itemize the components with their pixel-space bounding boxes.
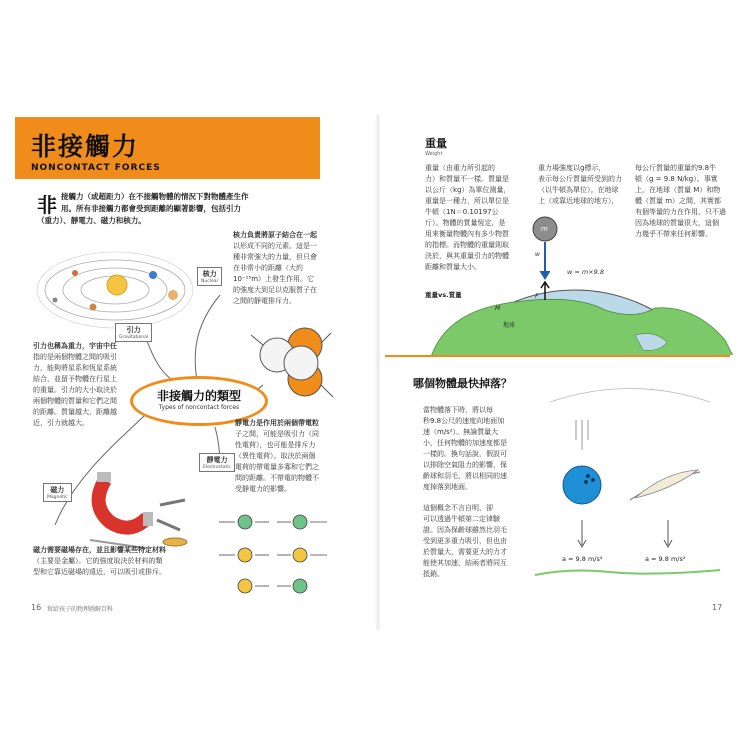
fall-text-line: 受到更多重力吸引，但也由 bbox=[423, 537, 507, 545]
nuclear-label-en: Nuclear bbox=[201, 279, 219, 284]
fall-text-line: 當物體落下時，將以每 bbox=[423, 406, 493, 414]
electrostatic-label-zh: 靜電力 bbox=[206, 456, 228, 464]
types-title-zh: 非接觸力的類型 bbox=[156, 389, 241, 403]
fall-text-line: 小，任何物體的加速度都是 bbox=[423, 439, 507, 447]
nuclear-text-line: 之間的靜電排斥力。 bbox=[233, 297, 296, 305]
nuclear-text-line: 核力負責將原子結合在一起 bbox=[233, 231, 317, 239]
nuclear-text-line: 以形成不同的元素。這是一 bbox=[233, 242, 317, 250]
weight-col2-line: （以牛頓為單位）。在地球 bbox=[538, 186, 619, 194]
fall-text-line: 抵銷。 bbox=[423, 570, 444, 578]
weight-col2-line: 表示每公斤質量所受到的力 bbox=[538, 175, 622, 183]
fall-text-line: 齡球和羽毛，將以相同的速 bbox=[423, 472, 507, 480]
left-footer: 寫給孩子的物理圖解百科 bbox=[47, 606, 114, 613]
gravity-label-zh: 引力 bbox=[126, 326, 141, 334]
weight-col3-line: 頓（g = 9.8 N/kg）。事實 bbox=[635, 175, 718, 183]
fall-text-line: 以排除空氣阻力的影響，保 bbox=[423, 461, 507, 469]
mass-label: m bbox=[541, 225, 548, 233]
weight-col1-line: 以公斤（kg）為單位測量， bbox=[425, 186, 511, 194]
f-label: F bbox=[535, 293, 539, 300]
paragraph-gap bbox=[423, 493, 528, 503]
magnetic-label-zh: 磁力 bbox=[50, 486, 65, 494]
weight-col3-line: 每公斤質量的重量約9.8牛 bbox=[635, 164, 717, 172]
weight-col3-line: 因為地球的質量很大，這個 bbox=[635, 219, 719, 227]
weight-col1-line: 牛頓（1N＝0.10197公 bbox=[425, 208, 499, 216]
intro-line-3: （重力）、靜電力、磁力和核力。 bbox=[37, 216, 146, 225]
gravity-text-line: 結合，並留予物體在行星上 bbox=[33, 375, 117, 383]
gravity-text-line: 的重量。引力的大小取決於 bbox=[33, 386, 117, 394]
magnetic-label bbox=[43, 483, 72, 502]
weight-vs-mass-label: 重量vs.質量 bbox=[425, 291, 462, 299]
weight-col1-line: 決於，與其重量引力的物體 bbox=[425, 252, 509, 260]
gravity-text-line: 的距離。質量越大，距離越 bbox=[33, 408, 117, 416]
nuclear-description bbox=[233, 230, 361, 307]
types-title-en: Types of noncontact forces bbox=[158, 404, 240, 411]
book-spread bbox=[15, 115, 735, 630]
falling-objects-illustration bbox=[530, 380, 730, 580]
electrostatic-label-en: Electrostatic bbox=[203, 465, 231, 470]
weight-col3-line: 體（質量 m）之間，其實都 bbox=[635, 197, 722, 205]
weight-col1-line: 的指標。而物體的重量則取 bbox=[425, 241, 509, 249]
fall-text-line: 於質量大，需要更大的力才 bbox=[423, 548, 507, 556]
accel-right-label: a = 9.8 m/s² bbox=[645, 555, 686, 563]
electrostatic-text-line: 性電荷），也可能是排斥力 bbox=[235, 441, 316, 449]
nuclear-label-zh: 核力 bbox=[202, 270, 217, 278]
weight-col1-line: 重量是一種力，所以單位是 bbox=[425, 197, 509, 205]
intro-drop-cap: 非 bbox=[37, 193, 57, 217]
book-gutter bbox=[375, 115, 381, 630]
gravity-label-en: Gravitational bbox=[119, 335, 149, 340]
magnetic-text-line: （主要是金屬）。它的強度取決於材料的類 bbox=[33, 557, 163, 565]
fall-text-line: 速（m/s²）。無論質量大 bbox=[423, 428, 499, 436]
w-label: w bbox=[535, 251, 540, 258]
gravity-text-line: 近，引力就越大。 bbox=[33, 419, 89, 427]
gravity-description bbox=[33, 341, 145, 429]
left-page-number: 16 bbox=[31, 603, 42, 612]
magnetic-label-en: Magnetic bbox=[47, 495, 68, 500]
electrostatic-text-line: 子之間，可能是吸引力（同 bbox=[235, 430, 319, 438]
nuclear-text-line: 種非常強大的力量，但只會 bbox=[233, 253, 317, 261]
electrostatic-text-line: 電荷的帶電量多寡和它們之 bbox=[235, 463, 319, 471]
intro-line-1: 接觸力（或超距力）在不接觸物體的情況下對物體產生作 bbox=[61, 192, 249, 201]
electrostatic-text-line: 靜電力是作用於兩個帶電粒 bbox=[235, 419, 319, 427]
page-subtitle: NONCONTACT FORCES bbox=[31, 163, 161, 173]
earth-label: 地球 bbox=[503, 322, 516, 329]
fall-text-line: 一樣的。換句話說，假設可 bbox=[423, 450, 507, 458]
gravity-text-line: 指的是兩個物體之間的吸引 bbox=[33, 353, 117, 361]
nuclear-text-line: 的強度大到足以克服質子在 bbox=[233, 286, 317, 294]
electrostatic-text-line: 間的距離。不帶電的物體不 bbox=[235, 474, 319, 482]
gravity-text-line: 兩個物體的質量和它們之間 bbox=[33, 397, 117, 405]
weight-column-2 bbox=[538, 163, 630, 207]
fall-text-line: 秒9.8公尺的速度向地面加 bbox=[423, 417, 505, 425]
gravity-label bbox=[115, 323, 152, 342]
formula-label: w = m×9.8 bbox=[567, 268, 605, 276]
nuclear-text-line: 在非常小的距離（大約 bbox=[233, 264, 303, 272]
fall-text-line: 這個概念不言自明，卻 bbox=[423, 504, 493, 512]
fall-text-line: 度掉落到地面。 bbox=[423, 483, 472, 491]
weight-column-3 bbox=[635, 163, 733, 240]
electrostatic-label bbox=[199, 453, 235, 472]
weight-col3-line: 上，在地球（質量 M）和物 bbox=[635, 186, 721, 194]
nuclear-text-line: 10⁻¹⁵m）上發生作用。它 bbox=[233, 275, 315, 283]
nuclear-label bbox=[197, 267, 222, 286]
weight-col1-line: 斤）。物體的質量恆定，是 bbox=[425, 219, 506, 227]
magnetic-description bbox=[33, 545, 218, 578]
weight-title: 重量 bbox=[425, 137, 447, 150]
fall-description bbox=[423, 405, 528, 580]
gravity-text-line: 力，能夠將星系和恆星系統 bbox=[33, 364, 117, 372]
weight-col3-line: 力幾乎不帶來任何影響。 bbox=[635, 230, 712, 238]
weight-col1-line: 用來衡量物體內有多少物質 bbox=[425, 230, 509, 238]
earth-m-label: M bbox=[495, 305, 501, 312]
fall-text-line: 可以透過牛頓第二定律驗 bbox=[423, 515, 500, 523]
weight-col1-line: 距離和質量大小。 bbox=[425, 263, 481, 271]
magnetic-text-line: 磁力需要磁場存在，並且影響某些特定材料 bbox=[33, 546, 166, 554]
fall-text-line: 證。因為保齡球雖然比羽毛 bbox=[423, 526, 507, 534]
magnetic-text-line: 型和它靠近磁場的遠近，可以吸引或排斥。 bbox=[33, 568, 166, 576]
weight-col1-line: 力）和質量不一樣。質量是 bbox=[425, 175, 509, 183]
weight-col2-line: 上（或靠近地球的地方）， bbox=[538, 197, 619, 205]
right-page-number: 17 bbox=[712, 603, 723, 612]
electrostatic-text-line: 受靜電力的影響。 bbox=[235, 485, 291, 493]
fall-text-line: 能使其加速，結兩者將同互 bbox=[423, 559, 507, 567]
weight-column-1 bbox=[425, 163, 537, 273]
intro-line-2: 用。所有非接觸力都會受到距離的顯著影響，包括引力 bbox=[61, 204, 241, 213]
fall-title: 哪個物體最快掉落？ bbox=[413, 377, 512, 390]
page-title: 非接觸力 bbox=[31, 132, 140, 161]
weight-col3-line: 有個等量的力在作用，只不過 bbox=[635, 208, 726, 216]
electrostatic-text-line: （異性電荷）。取決於兩個 bbox=[235, 452, 316, 460]
gravity-text-line: 引力也稱為重力，宇宙中任 bbox=[33, 342, 117, 350]
weight-title-en: Weight bbox=[425, 151, 443, 157]
charges-illustration bbox=[215, 510, 335, 600]
magnet-illustration bbox=[85, 460, 195, 550]
weight-col1-line: 重量（由重力所引起的 bbox=[425, 164, 495, 172]
accel-left-label: a = 9.8 m/s² bbox=[562, 555, 603, 563]
electrostatic-description bbox=[235, 418, 365, 495]
weight-col2-line: 重力場強度以g標示， bbox=[538, 164, 606, 172]
section-divider bbox=[385, 355, 730, 357]
